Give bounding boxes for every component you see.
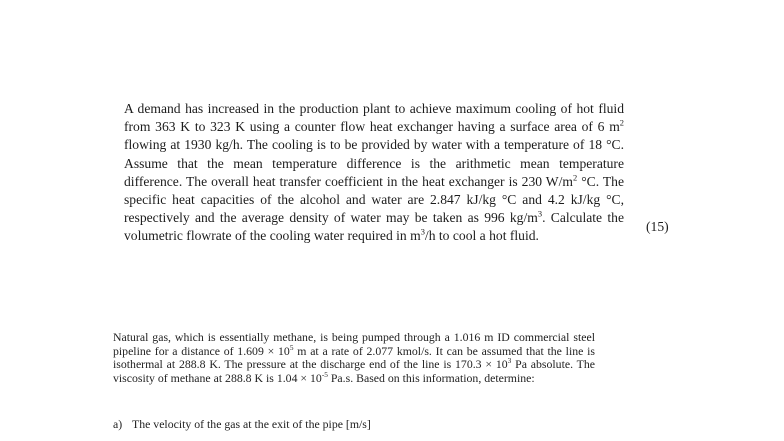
question-1-segment: . Calculate the volumetric flowrate of the cooling water required in m: [124, 210, 624, 244]
exponent-overall-coefficient: 2: [572, 172, 578, 183]
question-2-text: [113, 331, 595, 386]
exponent-area: 2: [619, 117, 624, 128]
exponent-flowrate: 3: [420, 226, 425, 237]
question-2-segment: Natural gas, which is essentially methane, is being pumped through a 1.016 m ID commercial steel pipeline for a distance of 1.609 × 10: [113, 330, 595, 358]
exponent-distance: 5: [289, 342, 294, 352]
question-1-segment: °C. The specific heat capacities of the alcohol and water are 2.847 kJ/kg °C and 4.2 kJ/kg °C, respectively and the average density of water may be taken as 996 kg/m: [124, 173, 624, 226]
question-1-segment: flowing at 1930 kg/h. The cooling is to be provided by water with a temperature of 18 °C. Assume that the mean temperature difference is the arithmetic mean temperature difference. The overall heat transfer coefficient in the heat exchanger is 230 W/m: [124, 137, 624, 189]
question-1-text: [124, 100, 624, 246]
exponent-density: 3: [537, 208, 543, 219]
part-a-text: The velocity of the gas at the exit of the pipe [m/s]: [132, 417, 371, 431]
exponent-viscosity: -5: [321, 370, 328, 380]
question-2-segment: Pa.s. Based on this information, determine:: [327, 371, 535, 386]
question-1-segment: A demand has increased in the production plant to achieve maximum cooling of hot fluid from 363 K to 323 K using a counter flow heat exchanger having a surface area of 6 m: [124, 101, 624, 135]
question-1-segment: /h to cool a hot fluid.: [424, 228, 539, 244]
question-2-segment: m at a rate of 2.077 kmol/s. It can be assumed that the line is isothermal at 288.8 K. The pressure at the discharge end of the line is 170.3 × 10: [113, 343, 596, 372]
part-a-letter: a): [113, 417, 123, 431]
question-2-segment: Pa absolute. The viscosity of methane at 288.8 K is 1.04 × 10: [113, 357, 595, 386]
question-2-part-a: [113, 417, 371, 431]
question-1-marks: (15): [646, 219, 669, 234]
exponent-pressure: 3: [507, 356, 512, 366]
